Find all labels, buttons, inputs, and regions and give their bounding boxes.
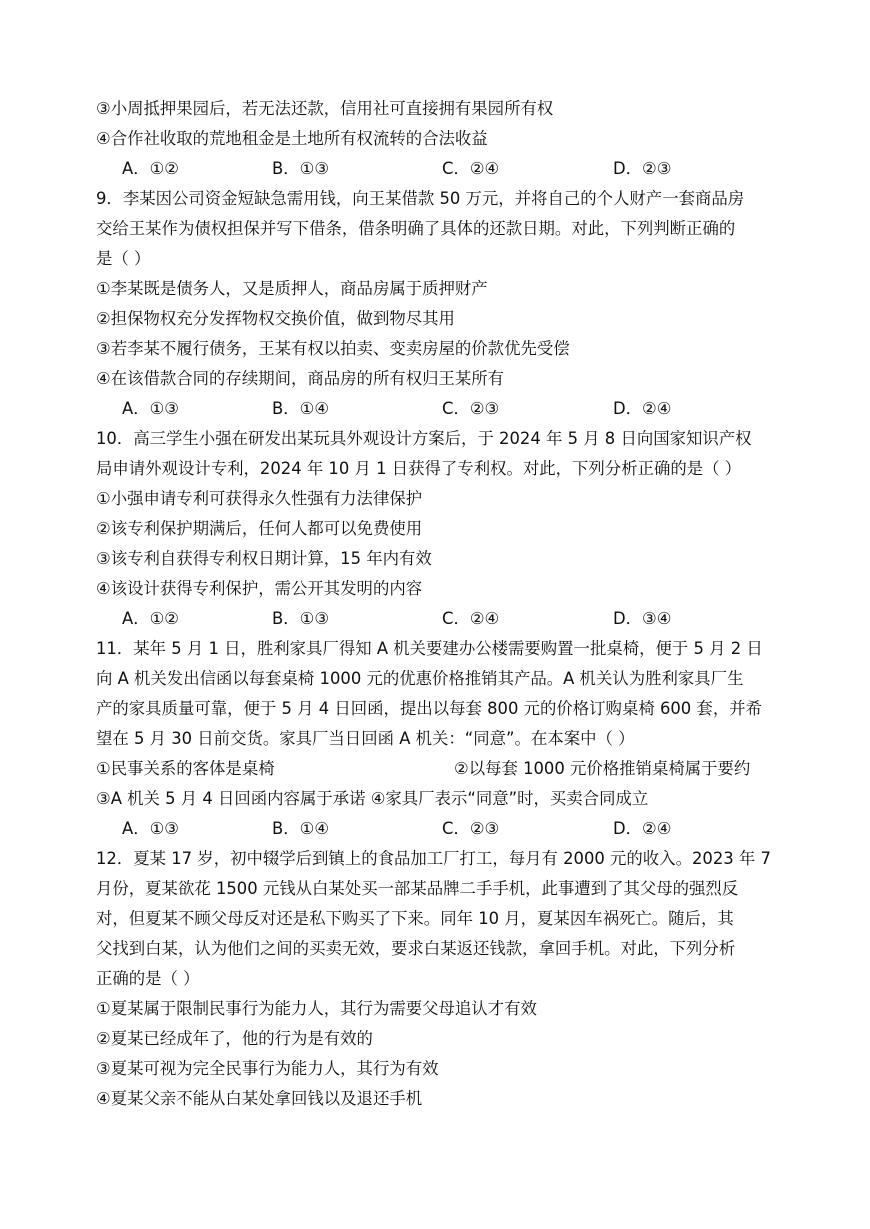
statement-1: ①民事关系的客体是桌椅: [96, 759, 275, 778]
option-c[interactable]: C．②④: [442, 609, 500, 628]
question-11-stem-4: 望在 5 月 30 日前交货。家具厂当日回函 A 机关：“同意”。在本案中（ ）: [96, 729, 635, 748]
option-d[interactable]: D．②③: [613, 159, 672, 178]
question-12-stem-4: 父找到白某，认为他们之间的买卖无效，要求白某返还钱款，拿回手机。对此，下列分析: [96, 939, 736, 958]
question-11-stem-2: 向 A 机关发出信函以每套桌椅 1000 元的优惠价格推销其产品。A 机关认为胜利家具厂生: [96, 669, 744, 688]
statement-row-2: ③A 机关 5 月 4 日回函内容属于承诺 ④家具厂表示“同意”时，买卖合同成立: [96, 789, 649, 808]
option-a[interactable]: A．①③: [122, 819, 179, 838]
statement-3: ③夏某可视为完全民事行为能力人，其行为有效: [96, 1059, 439, 1078]
option-c[interactable]: C．②③: [442, 819, 500, 838]
statement-3: ③若李某不履行债务，王某有权以拍卖、变卖房屋的价款优先受偿: [96, 339, 570, 358]
option-d[interactable]: D．②④: [613, 399, 672, 418]
statement-3: ③小周抵押果园后，若无法还款，信用社可直接拥有果园所有权: [96, 99, 554, 118]
statement-2: ②该专利保护期满后，任何人都可以免费使用: [96, 519, 423, 538]
question-9-stem-2: 交给王某作为债权担保并写下借条，借条明确了具体的还款日期。对此，下列判断正确的: [96, 219, 736, 238]
option-c[interactable]: C．②③: [442, 399, 500, 418]
option-b[interactable]: B．①③: [272, 159, 330, 178]
options-q9: [0, 398, 870, 420]
option-c[interactable]: C．②④: [442, 159, 500, 178]
statement-2: ②担保物权充分发挥物权交换价值，做到物尽其用: [96, 309, 455, 328]
options-q8: [0, 158, 870, 180]
statement-4: ④在该借款合同的存续期间，商品房的所有权归王某所有: [96, 369, 505, 388]
statement-row-1: [96, 758, 786, 780]
statement-2: ②夏某已经成年了，他的行为是有效的: [96, 1029, 373, 1048]
statement-2: ②以每套 1000 元价格推销桌椅属于要约: [454, 759, 751, 778]
options-q11: [0, 818, 870, 840]
option-d[interactable]: D．②④: [613, 819, 672, 838]
option-a[interactable]: A．①③: [122, 399, 179, 418]
option-b[interactable]: B．①④: [272, 819, 330, 838]
question-12-stem-3: 对，但夏某不顾父母反对还是私下购买了下来。同年 10 月，夏某因车祸死亡。随后，其: [96, 909, 734, 928]
statement-3: ③该专利自获得专利权日期计算，15 年内有效: [96, 549, 432, 568]
statement-1: ①小强申请专利可获得永久性强有力法律保护: [96, 489, 423, 508]
statement-1: ①李某既是债务人，又是质押人，商品房属于质押财产: [96, 279, 488, 298]
question-10-stem-2: 局申请外观设计专利，2024 年 10 月 1 日获得了专利权。对此，下列分析正确的是（ ）: [96, 459, 742, 478]
question-11-stem-3: 产的家具质量可靠，便于 5 月 4 日回函，提出以每套 800 元的价格订购桌椅 600 套，并希: [96, 699, 762, 718]
statement-4: ④夏某父亲不能从白某处拿回钱以及退还手机: [96, 1089, 423, 1108]
question-12-stem-1: 12．夏某 17 岁，初中辍学后到镇上的食品加工厂打工，每月有 2000 元的收入。2023 年 7: [96, 849, 771, 868]
option-b[interactable]: B．①④: [272, 399, 330, 418]
statement-4: ④该设计获得专利保护，需公开其发明的内容: [96, 579, 423, 598]
option-b[interactable]: B．①③: [272, 609, 330, 628]
question-11-stem-1: 11．某年 5 月 1 日，胜利家具厂得知 A 机关要建办公楼需要购置一批桌椅，便于 5 月 2 日: [96, 639, 763, 658]
option-a[interactable]: A．①②: [122, 159, 179, 178]
question-9-stem-3: 是（ ）: [96, 249, 151, 268]
statement-4: ④合作社收取的荒地租金是土地所有权流转的合法收益: [96, 129, 488, 148]
statement-1: ①夏某属于限制民事行为能力人，其行为需要父母追认才有效: [96, 999, 537, 1018]
options-q10: [0, 608, 870, 630]
question-12-stem-2: 月份，夏某欲花 1500 元钱从白某处买一部某品牌二手手机，此事遭到了其父母的强烈反: [96, 879, 739, 898]
question-12-stem-5: 正确的是（ ）: [96, 969, 200, 988]
question-10-stem-1: 10．高三学生小强在研发出某玩具外观设计方案后，于 2024 年 5 月 8 日向国家知识产权: [96, 429, 752, 448]
question-9-stem-1: 9．李某因公司资金短缺急需用钱，向王某借款 50 万元，并将自己的个人财产一套商品房: [96, 189, 745, 208]
option-a[interactable]: A．①②: [122, 609, 179, 628]
option-d[interactable]: D．③④: [613, 609, 672, 628]
